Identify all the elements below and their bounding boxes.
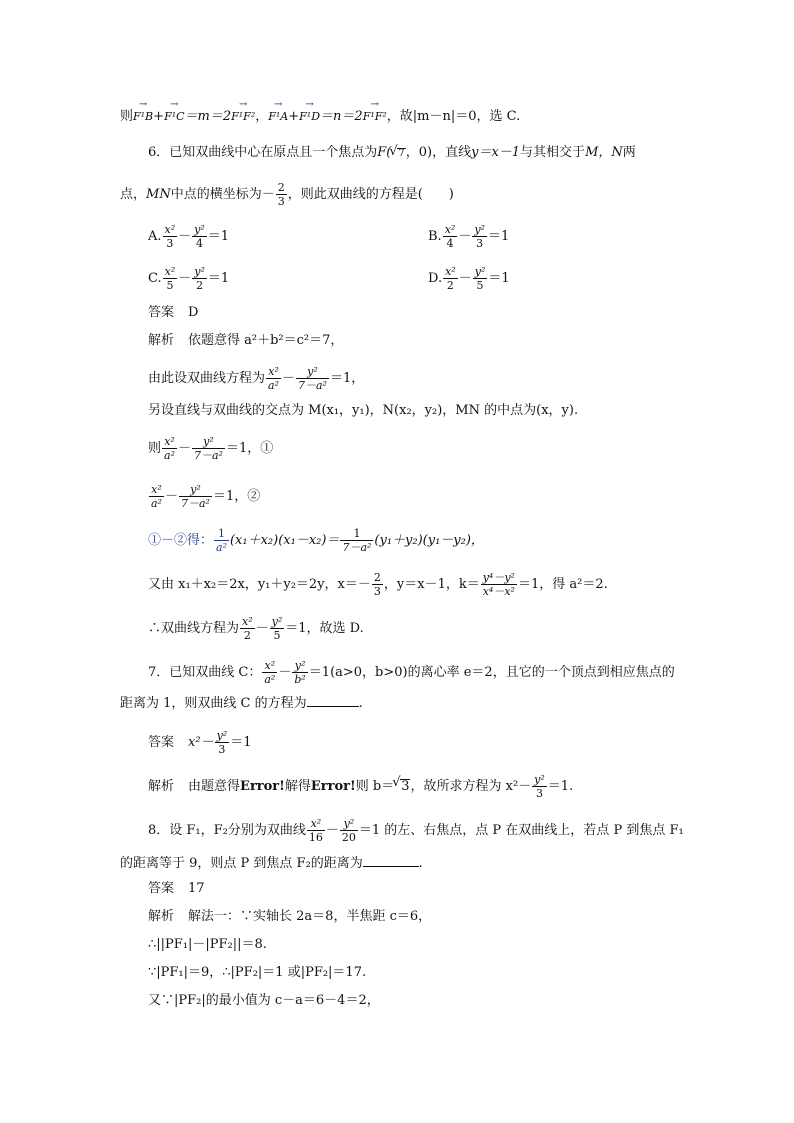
vector-f1d: → F¹D: [299, 111, 320, 122]
q6-analysis-line6: [148, 528, 484, 553]
denominator: 2: [446, 279, 454, 292]
text: 两: [622, 145, 636, 160]
text: (y₁＋y₂)(y₁－y₂)，: [374, 533, 484, 548]
denominator: 3: [535, 787, 543, 800]
q8-analysis-line2: [148, 938, 267, 951]
denominator: 7－a²: [342, 541, 372, 554]
vector-f1a: → F¹A: [268, 111, 288, 122]
fraction: [262, 660, 277, 685]
q6-analysis-line8: ∴双曲线方程为 $\frac{\text{x²}}{2}$ － $\frac{\text{y²}}{5}$ ＝1，故选 D.: [148, 615, 364, 642]
text: x²－: [188, 735, 214, 750]
numerator: 2: [373, 571, 381, 584]
fraction: [340, 528, 373, 553]
fraction: [270, 616, 285, 641]
q8-stem-line1: 8．设 F₁，F₂分别为双曲线 $\frac{\text{x²}}{16}$ － $\frac{\text{y²}}{20}$ ＝1 的左、右焦点，点 P 在双曲线上，若点 P 到焦点 F₁: [148, 817, 684, 844]
q6-stem-line2: [120, 182, 454, 207]
numerator: 1: [214, 528, 229, 541]
q6-stem-line1: [148, 146, 636, 159]
text: 8．设 F₁，F₂分别为双曲线: [148, 823, 306, 838]
error-marker: Error!: [310, 779, 356, 794]
fraction: [266, 366, 281, 391]
text: ＝1: [207, 271, 230, 286]
fraction: [473, 266, 488, 291]
q6-option-d: D. $\frac{\text{x²}}{2}$ － $\frac{\text{y²}}{5}$ ＝1: [428, 265, 510, 292]
q8-analysis-line1: [148, 910, 431, 923]
q6-option-c: C. $\frac{\text{x²}}{5}$ － $\frac{\text{y²}}{2}$ ＝1: [148, 265, 230, 292]
q8-analysis-line3: [148, 966, 366, 979]
fraction: [215, 730, 230, 755]
text: ＝1: [230, 735, 252, 750]
numerator: y²: [474, 265, 486, 278]
answer-blank[interactable]: [307, 696, 359, 707]
q6-analysis-line1: [148, 334, 343, 347]
numerator: x²: [242, 615, 253, 628]
q6-analysis-line4: 则 $\frac{\text{x²}}{\text{a²}}$ － $\frac{\text{y²}}{\text{7－a²}}$ ＝1，①: [148, 435, 274, 462]
q6-analysis-line3: [148, 404, 578, 417]
text: 则 b＝: [355, 779, 395, 794]
text: 与其相交于: [520, 145, 586, 160]
sqrt: √ 7: [397, 148, 405, 159]
fraction: [192, 224, 207, 249]
denominator: 5: [166, 279, 174, 292]
numerator: y²: [292, 660, 307, 673]
text: (x₁＋x₂)(x₁－x₂)＝: [229, 533, 340, 548]
numerator: x²: [266, 366, 281, 379]
q7-stem-line1: 7．已知双曲线 C： $\frac{\text{x²}}{\text{a²}}$ － $\frac{\text{y²}}{\text{b²}}$ ＝1(a>0，b>0)的离心率 e＝2，且它的一个顶点到相应焦点的: [148, 659, 675, 686]
text: F(: [377, 145, 392, 160]
text: 由题意得: [188, 779, 241, 794]
fraction: [296, 366, 329, 391]
option-label: D.: [428, 271, 443, 286]
q7-analysis: [148, 774, 573, 799]
denominator: 5: [476, 279, 484, 292]
numerator: y⁴－y²: [482, 571, 515, 584]
text: 点，: [120, 187, 147, 202]
numerator: x²: [444, 223, 456, 236]
text: MN: [146, 187, 171, 202]
answer-label: 答案: [148, 735, 175, 750]
q6-analysis-line5: $\frac{\text{x²}}{\text{a²}}$ － $\frac{\text{y²}}{\text{7－a²}}$ ＝1，②: [151, 483, 261, 510]
option-label: A.: [148, 229, 162, 244]
q6-answer: [148, 306, 198, 319]
text: ∴||PF₁|－|PF₂||＝8.: [148, 937, 267, 952]
text: ＝1: [487, 229, 510, 244]
fraction: [163, 266, 178, 291]
q8-analysis-line4: [148, 994, 380, 1007]
text: 由此设双曲线方程为: [148, 371, 266, 386]
denominator: b²: [294, 673, 306, 686]
option-label: C.: [148, 271, 162, 286]
text: 依题意得 a²＋b²＝c²＝7，: [188, 333, 344, 348]
denominator: x⁴－x²: [482, 585, 515, 598]
analysis-label: 解析: [148, 333, 175, 348]
q6-option-b: B. $\frac{\text{x²}}{4}$ － $\frac{\text{y²}}{3}$ ＝1: [428, 223, 510, 250]
fraction: [307, 818, 325, 843]
q6-analysis-line2: 由此设双曲线方程为 $\frac{\text{x²}}{\text{a²}}$ － $\frac{\text{y²}}{\text{7－a²}}$ ＝1，: [148, 365, 365, 392]
numerator: 1: [340, 528, 373, 541]
q7-stem-line2: [120, 696, 363, 710]
denominator: 5: [273, 629, 281, 642]
numerator: y²: [194, 265, 205, 278]
text: .: [358, 696, 363, 711]
q8-stem-line2: [120, 856, 423, 870]
fraction: [149, 484, 164, 509]
vector-f1c: → F¹C: [164, 111, 184, 122]
denominator: 3: [277, 195, 285, 208]
numerator: y²: [534, 773, 545, 786]
denominator: 3: [218, 743, 226, 756]
fraction: [163, 224, 178, 249]
text: .: [418, 856, 423, 871]
vector-f1f2: → F¹F²: [231, 111, 255, 122]
numerator: x²: [149, 484, 164, 497]
fraction: [292, 660, 307, 685]
numerator: 2: [277, 181, 285, 194]
text: 6．已知双曲线中心在原点且一个焦点为: [148, 145, 378, 160]
denominator: 2: [243, 629, 251, 642]
text: 的距离等于 9，则点 P 到焦点 F₂的距离为: [120, 856, 363, 871]
fraction: [192, 436, 225, 461]
fraction: [179, 484, 212, 509]
q8-answer: [148, 882, 205, 895]
text: 解得: [284, 779, 311, 794]
fraction: [443, 266, 458, 291]
text: ，y＝x－1，k＝: [383, 577, 480, 592]
numerator: x²: [164, 223, 176, 236]
text: ＝1，: [329, 371, 365, 386]
fraction: [472, 224, 487, 249]
text: 解法一：∵实轴长 2a＝8，半焦距 c＝6，: [188, 909, 432, 924]
numerator: y²: [296, 366, 329, 379]
text: 另设直线与双曲线的交点为 M(x₁，y₁)，N(x₂，y₂)，MN 的中点为(x，y).: [148, 403, 579, 418]
vector-f1f2: → F¹F²: [363, 111, 387, 122]
numerator: y²: [340, 818, 358, 831]
text: ，则此双曲线的方程是( ): [287, 187, 454, 202]
q6-option-a: A. $\frac{\text{x²}}{3}$ － $\frac{\text{y²}}{4}$ ＝1: [148, 223, 230, 250]
text: ＝n＝2: [320, 109, 363, 124]
denominator: 4: [195, 237, 203, 250]
numerator: y²: [194, 223, 205, 236]
denominator: 3: [476, 237, 484, 250]
denominator: a²: [216, 541, 227, 554]
text: +: [288, 109, 300, 124]
q5-conclusion-line: [120, 110, 520, 123]
fraction: [276, 182, 287, 207]
fraction: [340, 818, 358, 843]
numerator: x²: [162, 436, 177, 449]
text: ＝1，得 a²＝2.: [517, 577, 608, 592]
analysis-label: 解析: [148, 779, 175, 794]
text: ∵|PF₁|＝9，∴|PF₂|＝1 或|PF₂|＝17.: [148, 965, 367, 980]
answer-label: 答案: [148, 881, 175, 896]
text: M，N: [585, 145, 623, 160]
fraction: [443, 224, 458, 249]
denominator: 7－a²: [180, 497, 210, 510]
fraction: [240, 616, 255, 641]
numerator: y²: [271, 615, 283, 628]
fraction: [162, 436, 177, 461]
text: 中点的横坐标为－: [170, 187, 275, 202]
sqrt: √ 3: [400, 779, 410, 793]
q6-analysis-line7: [148, 572, 608, 597]
text: ＝1 的左、右焦点，点 P 在双曲线上，若点 P 到焦点 F₁: [358, 823, 684, 838]
text: 又∵|PF₂|的最小值为 c－a＝6－4＝2，: [148, 993, 380, 1008]
fraction: [532, 774, 547, 799]
numerator: y²: [192, 436, 225, 449]
numerator: x²: [307, 818, 325, 831]
text: ∴双曲线方程为: [148, 621, 240, 636]
analysis-label: 解析: [148, 909, 175, 924]
denominator: 4: [446, 237, 454, 250]
error-marker: Error!: [240, 779, 285, 794]
text: ＝1(a>0，b>0)的离心率 e＝2，且它的一个顶点到相应焦点的: [308, 665, 675, 680]
denominator: a²: [264, 673, 276, 686]
numerator: x²: [262, 660, 277, 673]
denominator: 2: [196, 279, 204, 292]
text: ，: [255, 109, 269, 124]
text: ①－②得：: [148, 533, 214, 548]
answer-value: D: [188, 305, 199, 320]
fraction: [372, 572, 383, 597]
text: ，故|m－n|＝0，选 C.: [386, 109, 521, 124]
fraction: [214, 528, 229, 553]
denominator: 3: [166, 237, 174, 250]
fraction: [192, 266, 207, 291]
q7-answer: [148, 730, 251, 755]
numerator: y²: [474, 223, 485, 236]
text: ＝1，①: [225, 441, 274, 456]
denominator: a²: [164, 449, 175, 462]
numerator: x²: [164, 265, 176, 278]
text: 7．已知双曲线 C：: [148, 665, 262, 680]
numerator: y²: [216, 729, 228, 742]
denominator: a²: [151, 497, 162, 510]
denominator: 7－a²: [298, 379, 327, 392]
answer-blank[interactable]: [363, 856, 419, 867]
text: 距离为 1，则双曲线 C 的方程为: [120, 696, 307, 711]
text: ＝1: [207, 229, 230, 244]
numerator: x²: [445, 265, 456, 278]
denominator: 16: [308, 831, 323, 844]
text: ，故所求方程为 x²－: [410, 779, 532, 794]
text: ＝1: [488, 271, 510, 286]
denominator: a²: [268, 379, 279, 392]
text: 则: [148, 441, 162, 456]
text: +: [153, 109, 165, 124]
text: ＝1，故选 D.: [285, 621, 364, 636]
denominator: 7－a²: [194, 449, 223, 462]
text: ＝1.: [547, 779, 574, 794]
numerator: y²: [179, 484, 212, 497]
text: ，0)，直线: [405, 145, 472, 160]
text: y＝x－1: [471, 145, 521, 160]
text: 则: [120, 109, 134, 124]
denominator: 20: [341, 831, 356, 844]
text: 又由 x₁＋x₂＝2x，y₁＋y₂＝2y，x＝－: [148, 577, 371, 592]
answer-value: 17: [188, 881, 205, 896]
text: ＝1，②: [212, 489, 261, 504]
vector-f1b: → F¹B: [133, 111, 153, 122]
option-label: B.: [428, 229, 442, 244]
text: ＝m＝2: [184, 109, 232, 124]
answer-label: 答案: [148, 305, 175, 320]
fraction: [481, 572, 517, 597]
denominator: 3: [373, 585, 381, 598]
